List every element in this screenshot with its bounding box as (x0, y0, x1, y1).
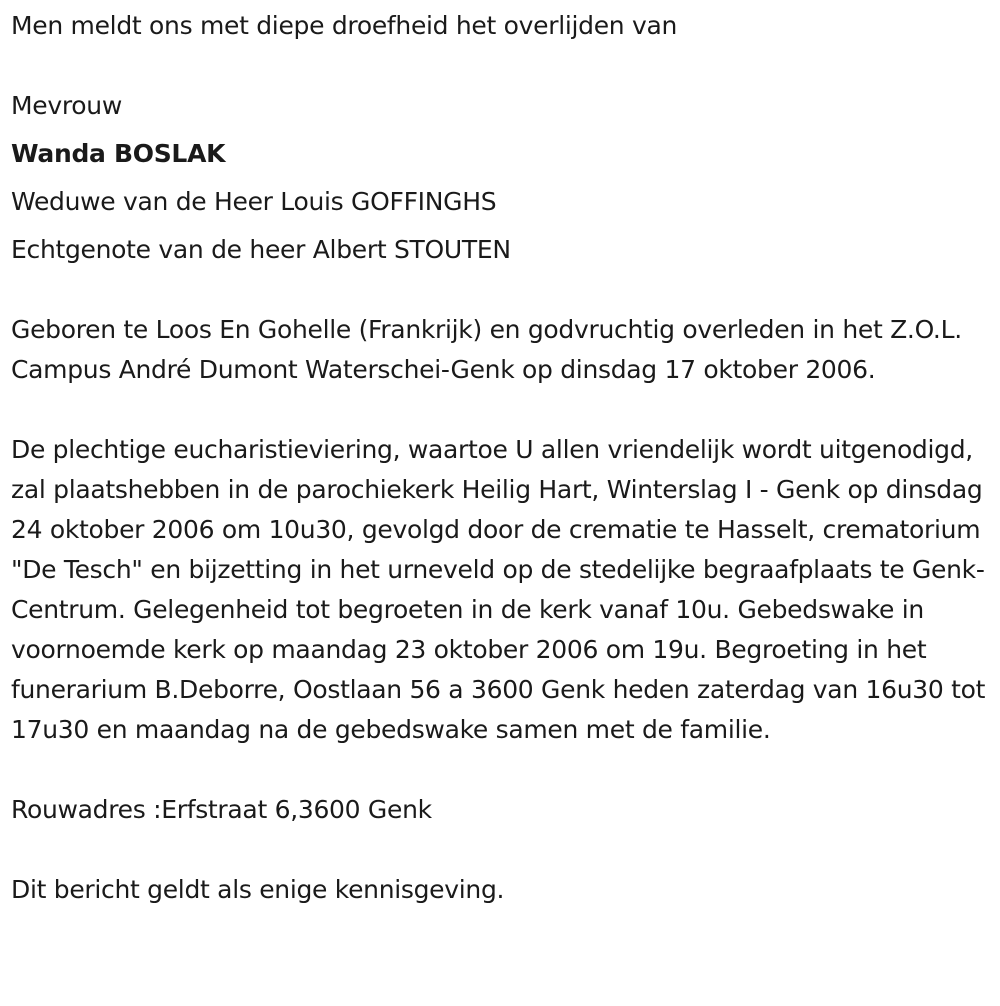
mourning-address: Rouwadres :Erfstraat 6,3600 Genk (11, 795, 432, 824)
deceased-name: Wanda BOSLAK (11, 139, 226, 168)
spacer (11, 174, 996, 182)
death-notice (11, 0, 996, 910)
spacer (11, 830, 996, 870)
relation-spouse: Echtgenote van de heer Albert STOUTEN (11, 235, 511, 264)
salutation: Mevrouw (11, 91, 122, 120)
birth-death-paragraph: Geboren te Loos En Gohelle (Frankrijk) en godvruchtig overleden in het Z.O.L. Campus André Dumont Waterschei-Genk op dinsdag 17 oktober 2006. (11, 315, 962, 384)
intro-text: Men meldt ons met diepe droefheid het overlijden van (11, 11, 678, 40)
closing-text: Dit bericht geldt als enige kennisgeving. (11, 875, 505, 904)
spacer (11, 750, 996, 790)
spacer (11, 270, 996, 310)
spacer (11, 126, 996, 134)
ceremony-paragraph: De plechtige eucharistieviering, waartoe U allen vriendelijk wordt uitgenodigd, zal plaatshebben in de parochiekerk Heilig Hart, Winterslag I - Genk op dinsdag 24 oktober 2006 om 10u30, gevolgd door de crematie te Hasselt, crematorium "De Tesch" en bijzetting in het urneveld op de stedelijke begraafplaats te Genk-Centrum. Gelegenheid tot begroeten in de kerk vanaf 10u. Gebedswake in voornoemde kerk op maandag 23 oktober 2006 om 19u. Begroeting in het funerarium B.Deborre, Oostlaan 56 a 3600 Genk heden zaterdag van 16u30 tot 17u30 en maandag na de gebedswake samen met de familie. (11, 435, 986, 744)
spacer (11, 46, 996, 86)
relation-widow: Weduwe van de Heer Louis GOFFINGHS (11, 187, 497, 216)
spacer (11, 390, 996, 430)
spacer (11, 222, 996, 230)
